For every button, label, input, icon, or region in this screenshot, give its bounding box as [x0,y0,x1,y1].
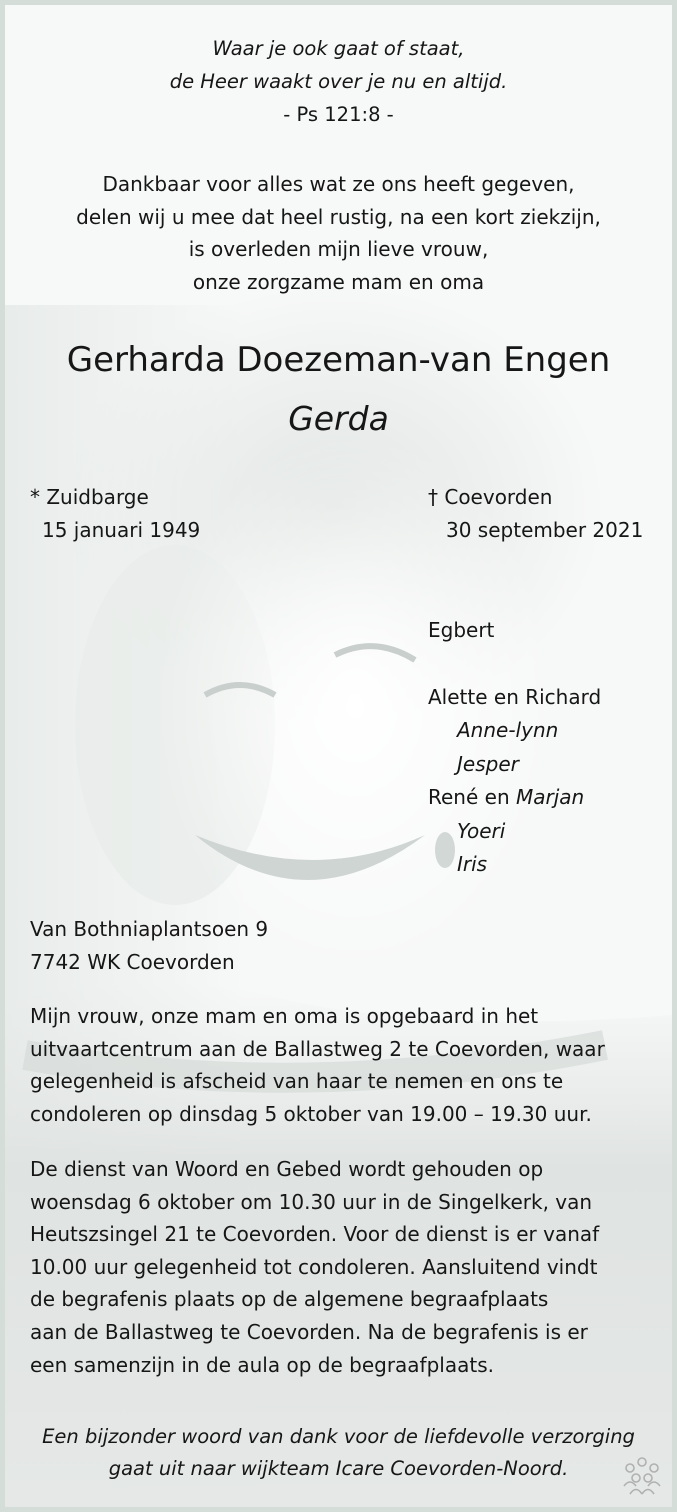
deceased-nickname: Gerda [288,399,389,438]
spouse-name: Egbert [428,618,495,642]
service-paragraph [30,1153,650,1381]
thank-you-line-1: Een bijzonder woord van dank voor de liefdevolle verzorging [42,1425,635,1448]
paragraph-line: aan de Ballastweg te Coevorden. Na de begrafenis is er [30,1319,588,1344]
intro-line-2: delen wij u mee dat heel rustig, na een kort ziekzijn, [76,204,601,229]
birth-date: 15 januari 1949 [42,517,201,542]
address-city: 7742 WK Coevorden [30,949,235,974]
death-place: † Coevorden [428,485,553,509]
paragraph-line: condoleren op dinsdag 5 oktober van 19.00 – 19.30 uur. [30,1101,592,1126]
verse-line-2: de Heer waakt over je nu en altijd. [169,70,508,93]
grandchild: Iris [457,852,488,876]
family-couple-2-partner: Marjan [515,785,585,809]
birth-info [30,481,200,546]
viewing-paragraph [30,1000,650,1130]
paragraph-line: De dienst van Woord en Gebed wordt gehouden op [30,1157,544,1181]
verse-reference: - Ps 121:8 - [283,103,394,126]
grandchild: Yoeri [457,818,506,843]
paragraph-line: uitvaartcentrum aan de Ballastweg 2 te Coevorden, waar [30,1036,605,1061]
thank-you-line-2: gaat uit naar wijkteam Icare Coevorden-Noord. [108,1457,569,1480]
thank-you-note [5,1421,672,1485]
paragraph-line: gelegenheid is afscheid van haar te nemen en ons te [30,1069,564,1094]
paragraph-line: woensdag 6 oktober om 10.30 uur in de Singelkerk, van [30,1189,593,1214]
people-group-logo-icon [620,1456,664,1496]
verse-line-1: Waar je ook gaat of staat, [212,37,465,60]
family-couple-1: Alette en Richard [428,684,602,709]
obituary-content [5,5,672,1507]
grandchild: Jesper [457,751,519,776]
intro-line-3: is overleden mijn lieve vrouw, [188,237,489,261]
address-street: Van Bothniaplantsoen 9 [30,917,269,941]
bible-verse [5,32,672,131]
paragraph-line: Mijn vrouw, onze mam en oma is opgebaard in het [30,1004,539,1028]
family-couple-2-first: René en [428,785,510,809]
death-info [428,481,643,546]
paragraph-line: Heutszsingel 21 te Coevorden. Voor de dienst is er vanaf [30,1222,600,1247]
family-couple-2 [428,781,601,815]
paragraph-line: een samenzijn in de aula op de begraafplaats. [30,1352,494,1377]
announcement-intro [5,168,672,298]
correspondence-address [30,913,268,978]
deceased-full-name: Gerharda Doezeman-van Engen [66,340,611,380]
death-date: 30 september 2021 [446,517,644,542]
birth-place: * Zuidbarge [30,485,149,509]
intro-line-4: onze zorgzame mam en oma [192,269,485,294]
paragraph-line: de begrafenis plaats op de algemene begraafplaats [30,1287,549,1312]
grandchild: Anne-lynn [457,718,559,742]
intro-line-1: Dankbaar voor alles wat ze ons heeft gegeven, [102,172,575,196]
paragraph-line: 10.00 uur gelegenheid tot condoleren. Aansluitend vindt [30,1254,598,1279]
surviving-family [428,614,601,882]
